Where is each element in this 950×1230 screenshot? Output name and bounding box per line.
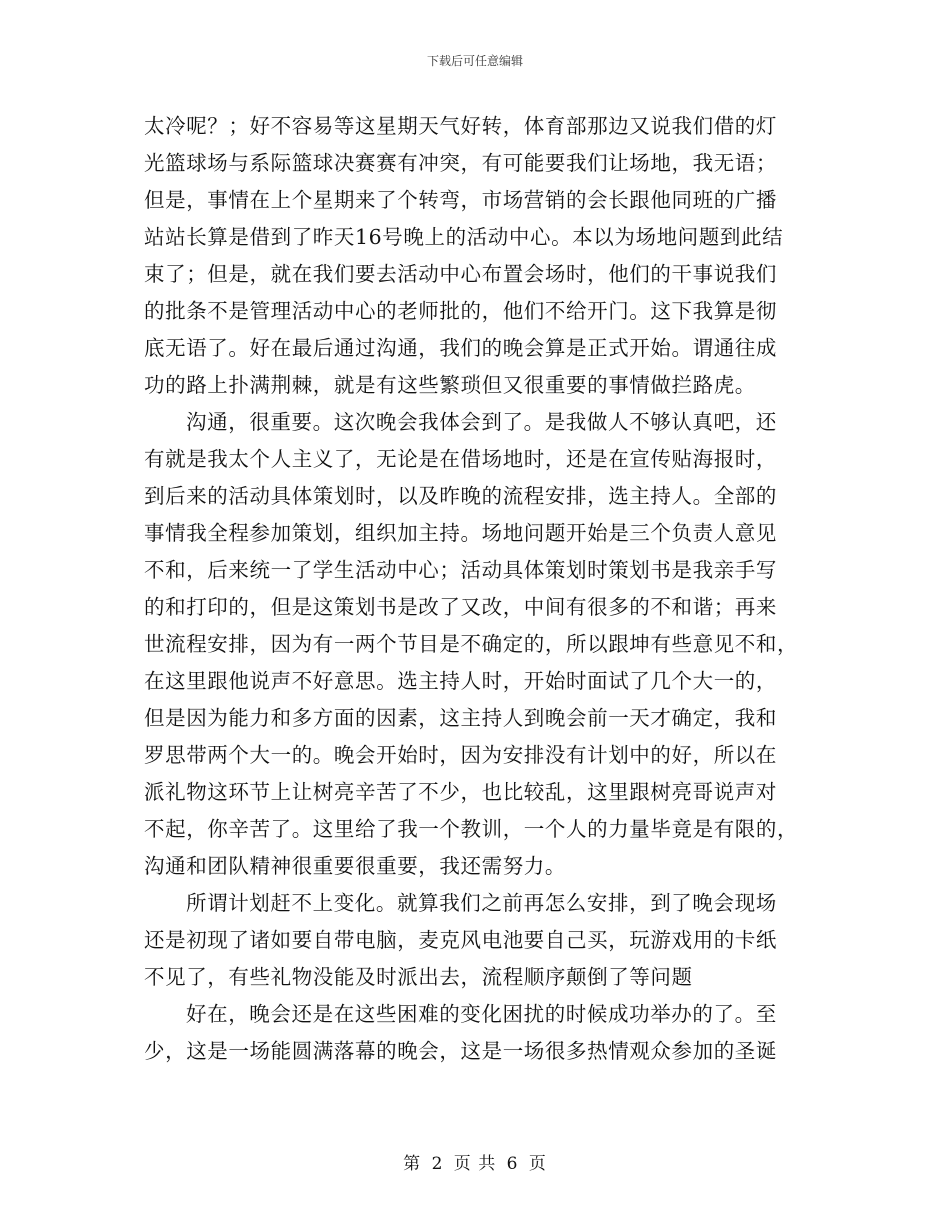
text-line: 少，这是一场能圆满落幕的晚会，这是一场很多热情观众参加的圣诞: [144, 1039, 777, 1063]
text-line: 太冷呢？；好不容易等这星期天气好转，体育部那边又说我们借的灯: [144, 114, 777, 138]
text-line: 沟通和团队精神很重要很重要，我还需努力。: [144, 854, 566, 878]
text-line: 的批条不是管理活动中心的老师批的，他们不给开门。这下我算是彻: [144, 299, 777, 323]
text-line: 底无语了。好在最后通过沟通，我们的晚会算是正式开始。谓通往成: [144, 336, 777, 360]
text-line: 罗思带两个大一的。晚会开始时，因为安排没有计划中的好，所以在: [144, 743, 777, 767]
text-line: 光篮球场与系际篮球决赛赛有冲突，有可能要我们让场地，我无语；: [144, 151, 777, 175]
text-line: 功的路上扑满荆棘，就是有这些繁琐但又很重要的事情做拦路虎。: [144, 373, 756, 397]
text-line: 在这里跟他说声不好意思。选主持人时，开始时面试了几个大一的，: [144, 669, 777, 693]
page-label-suffix: 页: [528, 1154, 547, 1174]
text-line: 站站长算是借到了昨天16号晚上的活动中心。本以为场地问题到此结: [144, 225, 784, 249]
text-line: 世流程安排，因为有一两个节目是不确定的，所以跟坤有些意见不和，: [144, 632, 799, 656]
paragraph-start-line: 好在，晚会还是在这些困难的变化困扰的时候成功举办的了。至: [186, 1002, 777, 1026]
text-line: 束了；但是，就在我们要去活动中心布置会场时，他们的干事说我们: [144, 262, 777, 286]
current-page-number: 2: [431, 1154, 444, 1174]
page-label-prefix: 第: [403, 1154, 422, 1174]
page-header-note: 下载后可任意编辑: [426, 54, 523, 68]
page-number-footer: [0, 1153, 950, 1175]
text-line: 的和打印的，但是这策划书是改了又改，中间有很多的不和谐；再来: [144, 595, 777, 619]
text-line: 到后来的活动具体策划时，以及昨晚的流程安排，选主持人。全部的: [144, 484, 777, 508]
total-page-count: 6: [506, 1154, 519, 1174]
text-line: 不见了，有些礼物没能及时派出去，流程顺序颠倒了等问题: [144, 965, 693, 989]
text-line: 不起，你辛苦了。这里给了我一个教训，一个人的力量毕竟是有限的，: [144, 817, 799, 841]
text-line: 但是因为能力和多方面的因素，这主持人到晚会前一天才确定，我和: [144, 706, 777, 730]
document-body: [144, 108, 800, 1070]
text-line: 不和，后来统一了学生活动中心；活动具体策划时策划书是我亲手写: [144, 558, 777, 582]
text-line: 但是，事情在上个星期来了个转弯，市场营销的会长跟他同班的广播: [144, 188, 777, 212]
paragraph-start-line: 所谓计划赶不上变化。就算我们之前再怎么安排，到了晚会现场: [186, 891, 777, 915]
text-line: 还是初现了诸如要自带电脑，麦克风电池要自己买，玩游戏用的卡纸: [144, 928, 777, 952]
text-line: 有就是我太个人主义了，无论是在借场地时，还是在宣传贴海报时，: [144, 447, 777, 471]
text-line: 派礼物这环节上让树亮辛苦了不少，也比较乱，这里跟树亮哥说声对: [144, 780, 777, 804]
page-label-middle: 页 共: [453, 1154, 497, 1174]
paragraph-start-line: 沟通，很重要。这次晚会我体会到了。是我做人不够认真吧，还: [186, 410, 777, 434]
text-line: 事情我全程参加策划，组织加主持。场地问题开始是三个负责人意见: [144, 521, 777, 545]
